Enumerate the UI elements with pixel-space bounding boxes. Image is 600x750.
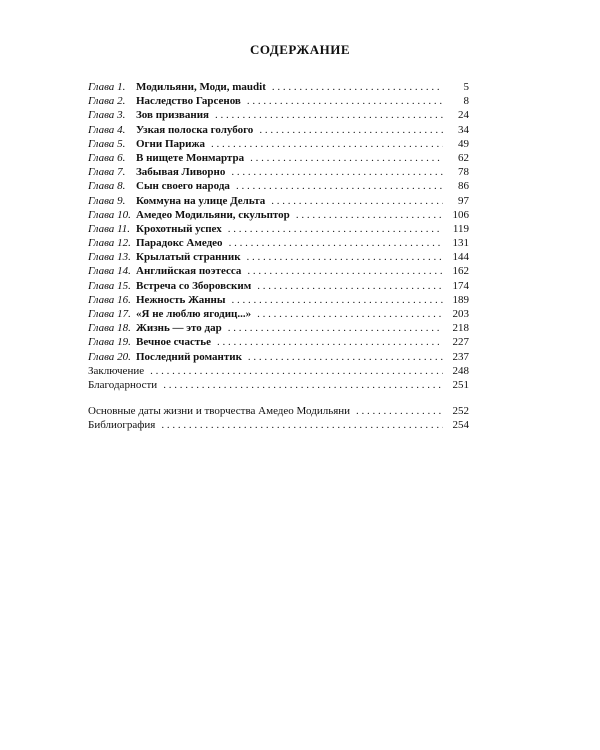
dot-leader — [211, 137, 443, 151]
page-number: 189 — [452, 293, 469, 306]
chapter-prefix: Глава — [88, 336, 115, 349]
page-number: 49 — [458, 137, 469, 150]
page-number: 97 — [458, 194, 469, 207]
dot-leader — [257, 279, 443, 293]
page-number: 174 — [452, 279, 469, 292]
chapter-label — [88, 165, 132, 179]
chapter-prefix: Глава — [88, 166, 115, 179]
chapter-label — [88, 236, 132, 250]
entry-title: Английская поэтесса — [136, 265, 242, 278]
page-number: 248 — [452, 364, 469, 377]
chapter-number: 3. — [117, 109, 126, 122]
chapter-row — [88, 94, 469, 108]
page-number: 203 — [452, 308, 469, 320]
chapter-number: 19. — [117, 336, 131, 349]
dot-leader — [296, 208, 443, 222]
chapter-prefix: Глава — [88, 151, 115, 164]
dot-leader — [356, 404, 443, 418]
chapter-label — [88, 350, 132, 364]
chapter-prefix: Глава — [88, 237, 115, 250]
page-number: 227 — [452, 336, 469, 349]
chapter-label — [88, 264, 132, 278]
toc-title: СОДЕРЖАНИЕ — [249, 42, 351, 57]
chapter-number: 12. — [117, 237, 131, 250]
chapter-prefix: Глава — [88, 137, 115, 150]
chapter-number: 2. — [117, 95, 126, 108]
dot-leader — [247, 250, 443, 264]
chapter-row — [88, 179, 469, 193]
chapter-row — [88, 165, 469, 179]
dot-leader — [163, 378, 443, 392]
chapter-row — [88, 80, 469, 94]
entry-title: Заключение — [88, 364, 145, 377]
chapter-number: 13. — [117, 251, 131, 264]
dot-leader — [228, 222, 443, 236]
dot-leader — [236, 179, 443, 193]
appendix-row — [88, 418, 469, 432]
entry-title: «Я не люблю ягодиц...» — [136, 308, 252, 320]
entry-title: Наследство Гарсенов — [136, 95, 241, 108]
page-number: 252 — [452, 405, 469, 417]
entry-title: Зов призвания — [136, 109, 210, 122]
dot-leader — [247, 264, 443, 278]
dot-leader — [272, 80, 443, 94]
back-matter-row — [88, 378, 469, 392]
entry-title: Вечное счастье — [136, 336, 211, 349]
chapter-label — [88, 151, 132, 165]
chapter-prefix: Глава — [88, 350, 115, 363]
page-number: 34 — [458, 123, 469, 136]
page-number: 24 — [458, 109, 469, 122]
chapter-row — [88, 222, 469, 236]
chapter-label — [88, 293, 132, 307]
dot-leader — [259, 123, 443, 137]
chapter-row — [88, 137, 469, 151]
dot-leader — [271, 194, 443, 208]
chapter-prefix: Глава — [88, 308, 115, 320]
page-number: 106 — [452, 208, 469, 221]
chapter-label — [88, 335, 132, 349]
entry-title: Крохотный успех — [136, 222, 222, 235]
chapter-label — [88, 194, 132, 208]
dot-leader — [231, 293, 443, 307]
page-number: 78 — [458, 166, 469, 179]
chapter-label — [88, 108, 132, 122]
entry-title: Амедео Модильяни, скульптор — [136, 208, 290, 221]
chapter-row — [88, 350, 469, 364]
chapter-prefix: Глава — [88, 265, 115, 278]
chapter-label — [88, 94, 132, 108]
entry-title: Модильяни, Моди, maudit — [136, 81, 266, 93]
toc-list — [88, 80, 469, 392]
chapter-row — [88, 208, 469, 222]
chapter-label — [88, 208, 132, 222]
chapter-number: 9. — [117, 194, 126, 207]
dot-leader — [150, 364, 443, 378]
dot-leader — [215, 108, 443, 122]
chapter-row — [88, 279, 469, 293]
chapter-prefix: Глава — [88, 251, 115, 264]
dot-leader — [231, 165, 443, 179]
chapter-row — [88, 264, 469, 278]
chapter-prefix: Глава — [88, 208, 115, 221]
chapter-number: 11. — [117, 222, 130, 235]
entry-title: Последний романтик — [136, 350, 242, 363]
entry-title: Жизнь — это дар — [136, 322, 222, 335]
chapter-prefix: Глава — [88, 180, 115, 193]
page-number: 86 — [458, 180, 469, 193]
entry-title: Парадокс Амедео — [136, 237, 223, 250]
back-matter-row — [88, 364, 469, 378]
chapter-label — [88, 279, 132, 293]
chapter-number: 14. — [117, 265, 131, 278]
chapter-number: 15. — [117, 279, 131, 292]
chapter-label — [88, 222, 132, 236]
chapter-prefix: Глава — [88, 222, 115, 235]
chapter-row — [88, 293, 469, 307]
chapter-label — [88, 179, 132, 193]
page-number: 251 — [452, 378, 469, 391]
entry-title: Крылатый странник — [136, 251, 241, 264]
chapter-label — [88, 307, 132, 321]
entry-title: Основные даты жизни и творчества Амедео Модильяни — [88, 405, 351, 417]
chapter-number: 18. — [117, 322, 131, 335]
entry-title: Нежность Жанны — [136, 293, 226, 306]
page-number: 162 — [452, 265, 469, 278]
chapter-row — [88, 123, 469, 137]
entry-title: Узкая полоска голубого — [136, 123, 254, 136]
chapter-prefix: Глава — [88, 81, 115, 93]
chapter-label — [88, 123, 132, 137]
chapter-row — [88, 335, 469, 349]
entry-title: Огни Парижа — [136, 137, 205, 150]
chapter-number: 5. — [117, 137, 126, 150]
entry-title: Благодарности — [88, 378, 158, 391]
chapter-prefix: Глава — [88, 322, 115, 335]
dot-leader — [161, 418, 443, 432]
chapter-label — [88, 137, 132, 151]
dot-leader — [257, 307, 443, 321]
page-number: 8 — [463, 95, 469, 108]
entry-title: Забывая Ливорно — [136, 166, 226, 179]
entry-title: Сын своего народа — [136, 180, 230, 193]
page-number: 144 — [452, 251, 469, 264]
chapter-number: 20. — [117, 350, 131, 363]
chapter-number: 4. — [117, 123, 126, 136]
page-number: 237 — [452, 350, 469, 363]
chapter-number: 10. — [117, 208, 131, 221]
appendix-row — [88, 404, 469, 418]
chapter-number: 16. — [117, 293, 131, 306]
entry-title: В нищете Монмартра — [136, 151, 245, 164]
chapter-number: 7. — [117, 166, 126, 179]
chapter-prefix: Глава — [88, 109, 115, 122]
page-number: 62 — [458, 151, 469, 164]
dot-leader — [229, 236, 443, 250]
entry-title: Библиография — [88, 419, 156, 432]
chapter-number: 8. — [117, 180, 126, 193]
chapter-number: 1. — [117, 81, 126, 93]
page-number: 218 — [452, 322, 469, 335]
page-number: 254 — [452, 419, 469, 432]
page-number: 131 — [452, 237, 469, 250]
chapter-number: 17. — [117, 308, 131, 320]
dot-leader — [250, 151, 443, 165]
entry-title: Встреча со Зборовским — [136, 279, 252, 292]
dot-leader — [248, 350, 443, 364]
chapter-row — [88, 236, 469, 250]
chapter-prefix: Глава — [88, 279, 115, 292]
chapter-label — [88, 250, 132, 264]
chapter-row — [88, 250, 469, 264]
dot-leader — [228, 321, 443, 335]
dot-leader — [247, 94, 443, 108]
chapter-prefix: Глава — [88, 123, 115, 136]
chapter-prefix: Глава — [88, 95, 115, 108]
chapter-row — [88, 307, 469, 321]
dot-leader — [217, 335, 443, 349]
chapter-label — [88, 80, 132, 94]
entry-title: Коммуна на улице Дельта — [136, 194, 266, 207]
chapter-row — [88, 194, 469, 208]
toc-appendix-list — [88, 404, 469, 432]
page-number: 5 — [463, 81, 469, 93]
chapter-prefix: Глава — [88, 194, 115, 207]
chapter-prefix: Глава — [88, 293, 115, 306]
chapter-row — [88, 321, 469, 335]
chapter-number: 6. — [117, 151, 126, 164]
chapter-row — [88, 151, 469, 165]
chapter-label — [88, 321, 132, 335]
page-number: 119 — [452, 222, 469, 235]
chapter-row — [88, 108, 469, 122]
